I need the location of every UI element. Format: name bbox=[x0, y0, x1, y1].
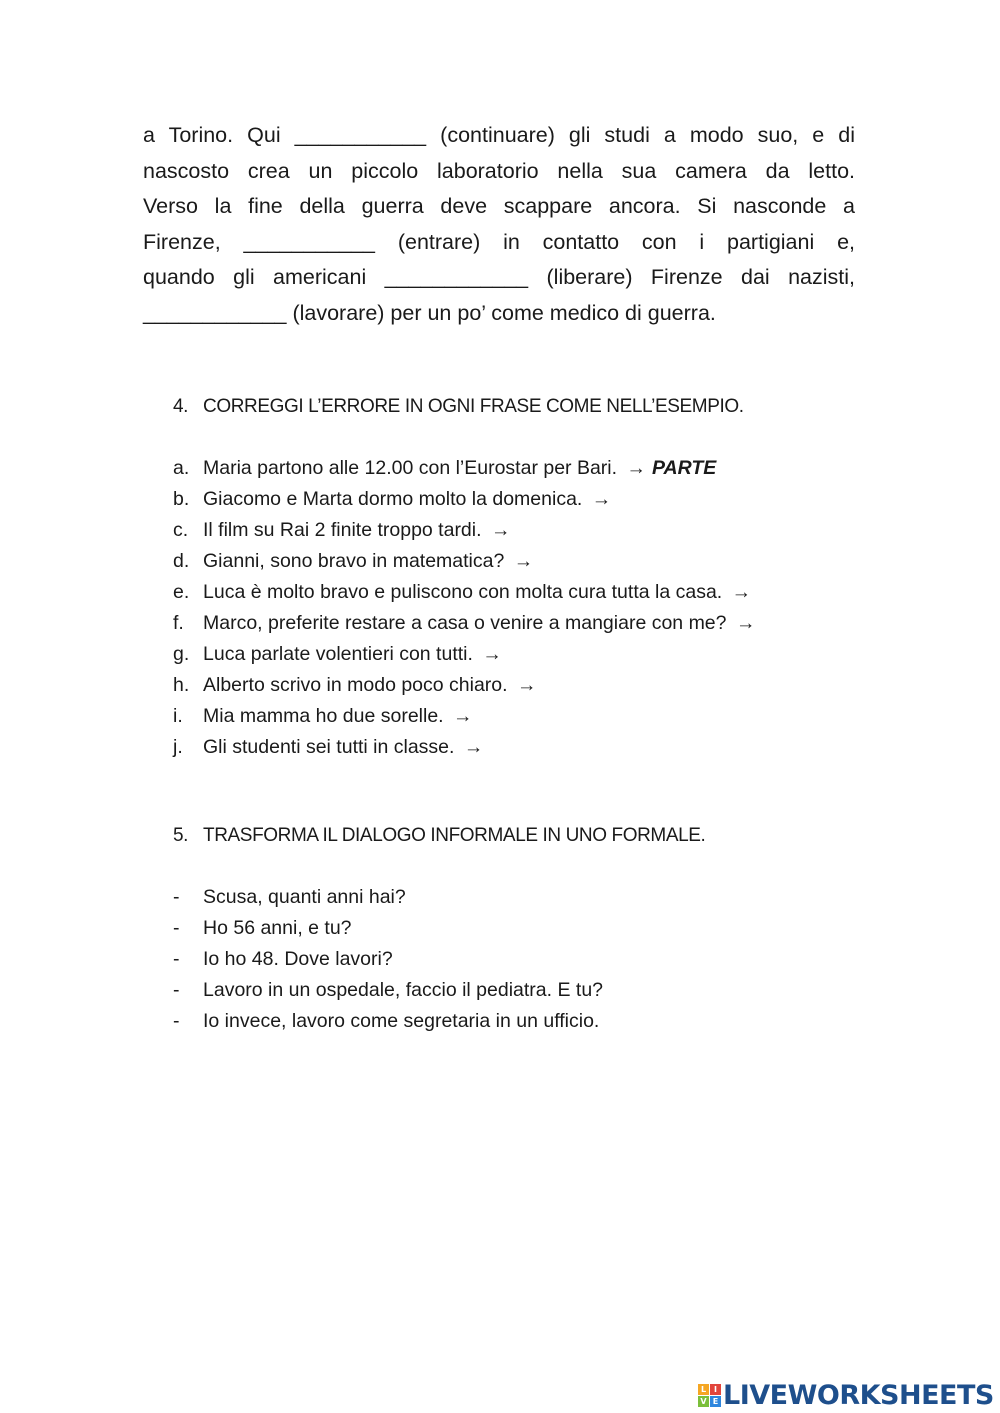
dialogue-text: Lavoro in un ospedale, faccio il pediatra. E tu? bbox=[203, 979, 604, 1001]
fill-in-paragraph bbox=[143, 118, 855, 332]
sentence-text: Gli studenti sei tutti in classe. bbox=[203, 736, 455, 758]
sentence-text: Marco, preferite restare a casa o venire a mangiare con me? bbox=[203, 612, 727, 634]
list-item bbox=[173, 515, 755, 546]
list-marker: i. bbox=[173, 705, 183, 727]
sentence-text: Maria partono alle 12.00 con l’Eurostar per Bari. bbox=[203, 457, 618, 479]
sentence-text: Alberto scrivo in modo poco chiaro. bbox=[203, 674, 508, 696]
paragraph-line: quando gli americani ____________ (liberare) Firenze dai nazisti, bbox=[143, 265, 855, 290]
dialogue-line bbox=[173, 882, 603, 913]
dash-marker: - bbox=[173, 886, 180, 908]
logo-mark-letter: V bbox=[698, 1396, 709, 1407]
logo-text: LIVEWORKSHEETS bbox=[723, 1379, 994, 1411]
arrow-icon: → bbox=[490, 519, 511, 541]
paragraph-line: a Torino. Qui ___________ (continuare) gli studi a modo suo, e di bbox=[143, 123, 855, 147]
dialogue-text: Ho 56 anni, e tu? bbox=[203, 917, 352, 939]
dialogue-line bbox=[173, 913, 603, 944]
list-item bbox=[173, 732, 755, 763]
dialogue-line bbox=[173, 975, 603, 1006]
dialogue-line bbox=[173, 944, 603, 975]
section-5-number: 5. bbox=[173, 825, 189, 846]
list-item bbox=[173, 639, 755, 670]
list-marker: e. bbox=[173, 581, 190, 603]
dialogue-line bbox=[173, 1006, 603, 1037]
arrow-icon: → bbox=[591, 488, 612, 510]
arrow-icon: → bbox=[513, 550, 534, 572]
dialogue-text: Io invece, lavoro come segretaria in un ufficio. bbox=[203, 1010, 600, 1032]
paragraph-line: nascosto crea un piccolo laboratorio nella sua camera da letto. bbox=[143, 158, 855, 183]
section-4-number: 4. bbox=[173, 396, 189, 417]
list-marker: g. bbox=[173, 643, 190, 665]
sentence-text: Luca è molto bravo e puliscono con molta cura tutta la casa. bbox=[203, 581, 723, 603]
list-item bbox=[173, 670, 755, 701]
sentence-text: Mia mamma ho due sorelle. bbox=[203, 705, 444, 727]
list-marker: b. bbox=[173, 488, 190, 510]
dash-marker: - bbox=[173, 979, 180, 1001]
section-4-heading bbox=[173, 396, 744, 418]
section-4-title: CORREGGI L’ERRORE IN OGNI FRASE COME NELL’ESEMPIO. bbox=[203, 396, 744, 417]
section-5-dialogue bbox=[173, 882, 603, 1037]
liveworksheets-logo[interactable] bbox=[698, 1378, 994, 1412]
sentence-text: Il film su Rai 2 finite troppo tardi. bbox=[203, 519, 482, 541]
list-item bbox=[173, 546, 755, 577]
sentence-text: Giacomo e Marta dormo molto la domenica. bbox=[203, 488, 583, 510]
dialogue-text: Io ho 48. Dove lavori? bbox=[203, 948, 393, 970]
list-marker: h. bbox=[173, 674, 190, 696]
arrow-icon: → bbox=[731, 581, 752, 603]
list-marker: j. bbox=[173, 736, 183, 758]
list-item bbox=[173, 608, 755, 639]
dash-marker: - bbox=[173, 948, 180, 970]
list-marker: a. bbox=[173, 457, 190, 479]
paragraph-line: Firenze, ___________ (entrare) in contatto con i partigiani e, bbox=[143, 229, 855, 254]
list-item bbox=[173, 701, 755, 732]
arrow-icon: → bbox=[626, 457, 646, 479]
logo-mark-letter: E bbox=[710, 1396, 721, 1407]
section-4-list bbox=[173, 453, 755, 763]
logo-mark-icon bbox=[698, 1384, 721, 1407]
dash-marker: - bbox=[173, 917, 180, 939]
list-item bbox=[173, 577, 755, 608]
logo-mark-letter: L bbox=[698, 1384, 709, 1395]
sentence-text: Gianni, sono bravo in matematica? bbox=[203, 550, 505, 572]
dash-marker: - bbox=[173, 1010, 180, 1032]
arrow-icon: → bbox=[517, 674, 537, 696]
list-item bbox=[173, 484, 755, 515]
sentence-text: Luca parlate volentieri con tutti. bbox=[203, 643, 473, 665]
list-marker: f. bbox=[173, 612, 184, 634]
paragraph-line: ____________ (lavorare) per un po’ come medico di guerra. bbox=[143, 300, 716, 325]
list-item bbox=[173, 453, 755, 484]
paragraph-line: Verso la fine della guerra deve scappare ancora. Si nasconde a bbox=[143, 194, 855, 219]
list-marker: d. bbox=[173, 550, 190, 572]
arrow-icon: → bbox=[463, 736, 484, 758]
arrow-icon: → bbox=[482, 643, 502, 665]
logo-mark-letter: I bbox=[710, 1384, 721, 1395]
example-answer: PARTE bbox=[651, 457, 717, 479]
list-marker: c. bbox=[173, 519, 189, 541]
section-5-title: TRASFORMA IL DIALOGO INFORMALE IN UNO FORMALE. bbox=[203, 825, 706, 846]
dialogue-text: Scusa, quanti anni hai? bbox=[203, 886, 406, 908]
section-5-heading bbox=[173, 825, 705, 847]
arrow-icon: → bbox=[735, 612, 756, 634]
arrow-icon: → bbox=[453, 705, 473, 727]
